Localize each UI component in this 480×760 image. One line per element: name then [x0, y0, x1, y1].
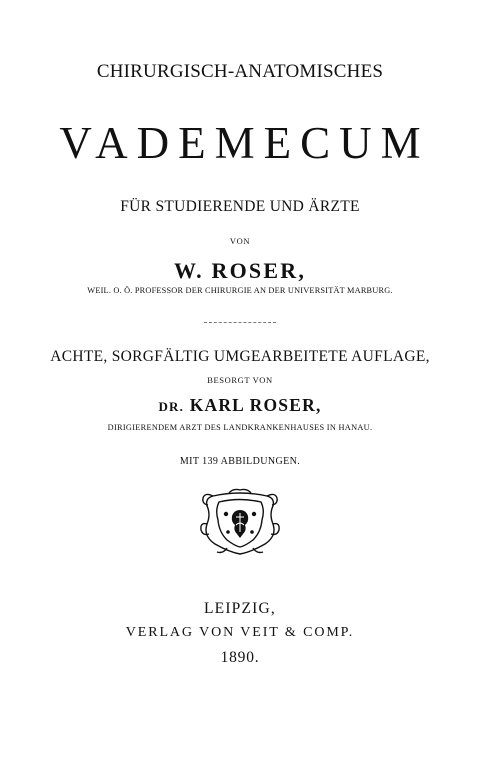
author-name: W. ROSER, — [173, 258, 307, 283]
separator-rule — [204, 322, 276, 323]
publisher: VERLAG VON VEIT & COMP. — [125, 625, 355, 640]
editor-prefix: DR. — [158, 399, 185, 414]
publication-year: 1890. — [220, 649, 260, 666]
printers-device-icon — [199, 488, 281, 556]
publication-city: LEIPZIG, — [203, 600, 277, 617]
illustrations-note: MIT 139 ABBILDUNGEN. — [179, 456, 301, 467]
author-description: WEIL. O. Ö. PROFESSOR DER CHIRURGIE AN DER UNIVERSITÄT MARBURG. — [87, 286, 393, 295]
edited-by-label: BESORGT VON — [207, 375, 273, 385]
editor-description: DIRIGIERENDEM ARZT DES LANDKRANKENHAUSES IN HANAU. — [107, 423, 373, 432]
book-title: VADEMECUM — [59, 118, 430, 168]
editor-surname: KARL ROSER, — [189, 395, 322, 415]
by-label: VON — [229, 236, 251, 246]
edition-statement: ACHTE, SORGFÄLTIG UMGEARBEITETE AUFLAGE, — [50, 348, 430, 365]
series-line: CHIRURGISCH-ANATOMISCHES — [96, 61, 384, 82]
book-subtitle: FÜR STUDIERENDE UND ÄRZTE — [120, 198, 360, 215]
editor-name — [0, 397, 480, 415]
